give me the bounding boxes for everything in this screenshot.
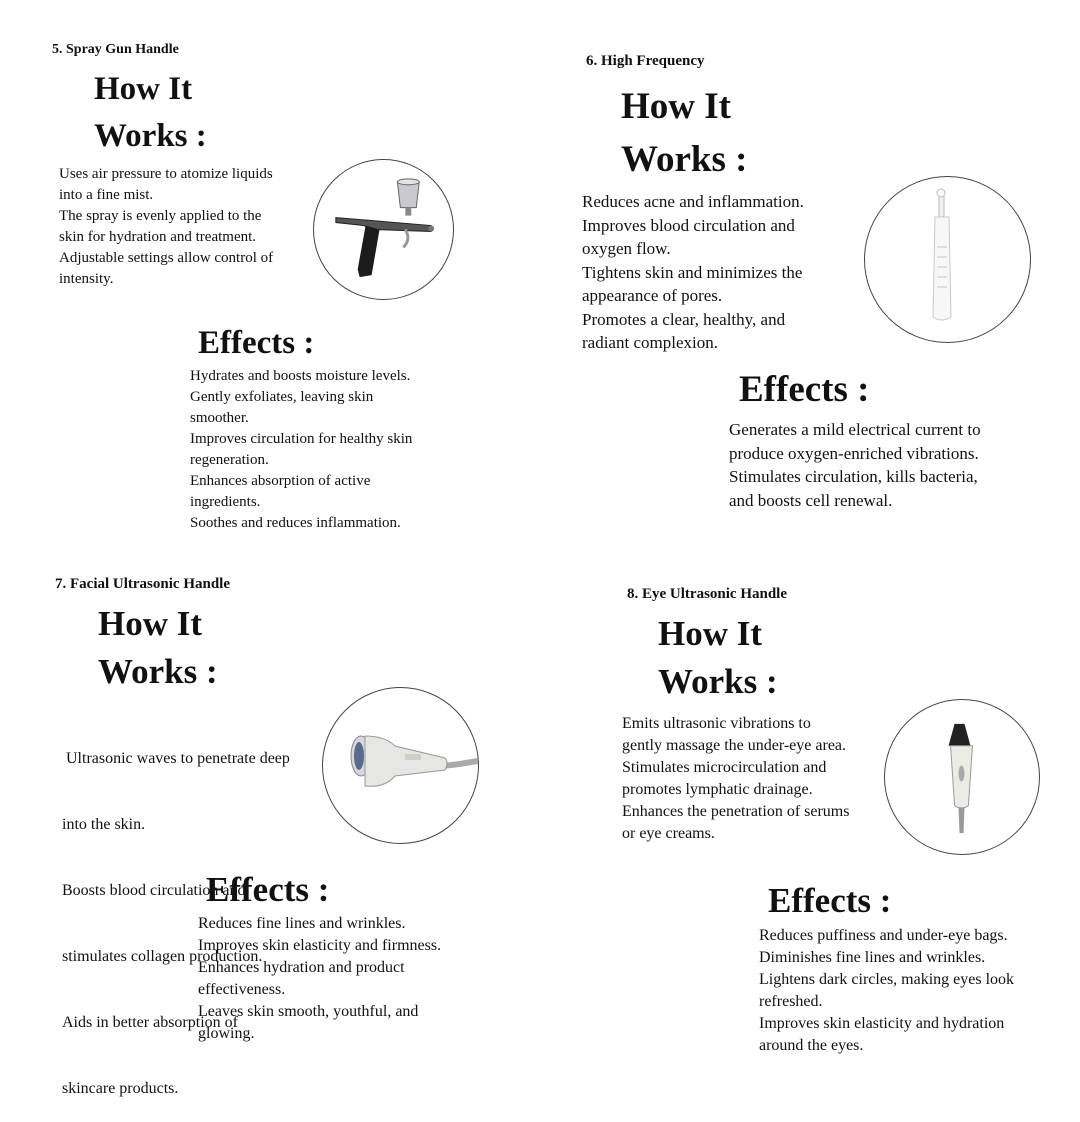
effects-heading: Effects : (739, 369, 870, 410)
effects-text: Hydrates and boosts moisture levels. Gently exfoliates, leaving skin smoother. Improves circulation for healthy skin regeneration. Enhances absorption of active ingredients. Soothes and reduces inflammation. (190, 368, 413, 531)
effects-text: Reduces fine lines and wrinkles. Improves skin elasticity and firmness. Enhances hydration and product effectiveness. Leaves skin smooth, youthful, and glowing. (198, 915, 442, 1042)
high-frequency-image (864, 176, 1031, 343)
how-it-works-text: Ultrasonic waves to penetrate deep into the skin. Boosts blood circulation and stimulates collagen production. Aids in better absorption of skincare products. (62, 750, 290, 1097)
eye-ultrasonic-handle-icon (885, 700, 1039, 854)
facial-ultrasonic-handle-icon (323, 688, 478, 843)
spray-gun-icon (314, 160, 453, 299)
section-title-high-frequency: 6. High Frequency (586, 53, 705, 69)
section-title-eye-ultrasonic: 8. Eye Ultrasonic Handle (627, 586, 787, 602)
how-it-works-text: Reduces acne and inflammation. Improves blood circulation and oxygen flow. Tightens skin and minimizes the appearance of pores. Promotes a clear, healthy, and radiant complexion. (582, 192, 804, 352)
effects-heading: Effects : (206, 870, 330, 909)
how-it-works-heading: How It Works : (658, 614, 778, 701)
how-it-works-heading: How It Works : (621, 86, 748, 180)
how-it-works-heading: How It Works : (94, 71, 207, 154)
section-title-facial-ultrasonic: 7. Facial Ultrasonic Handle (55, 576, 230, 592)
effects-heading: Effects : (768, 881, 892, 920)
facial-ultrasonic-image (322, 687, 479, 844)
how-it-works-text: Emits ultrasonic vibrations to gently massage the under-eye area. Stimulates microcirculation and promotes lymphatic drainage. Enhances the penetration of serums or eye creams. (622, 715, 850, 842)
eye-ultrasonic-image (884, 699, 1040, 855)
effects-text: Generates a mild electrical current to produce oxygen-enriched vibrations. Stimulates circulation, kills bacteria, and boosts cell renewal. (729, 420, 981, 510)
high-frequency-wand-icon (865, 177, 1030, 342)
effects-heading: Effects : (198, 325, 315, 361)
spray-gun-image (313, 159, 454, 300)
how-it-works-heading: How It Works : (98, 604, 218, 691)
effects-text: Reduces puffiness and under-eye bags. Diminishes fine lines and wrinkles. Lightens dark circles, making eyes look refreshed. Improves skin elasticity and hydration around the eyes. (759, 927, 1015, 1054)
how-it-works-text: Uses air pressure to atomize liquids into a fine mist. The spray is evenly applied to the skin for hydration and treatment. Adjustable settings allow control of intensity. (59, 166, 274, 287)
section-title-spray-gun: 5. Spray Gun Handle (52, 42, 179, 57)
